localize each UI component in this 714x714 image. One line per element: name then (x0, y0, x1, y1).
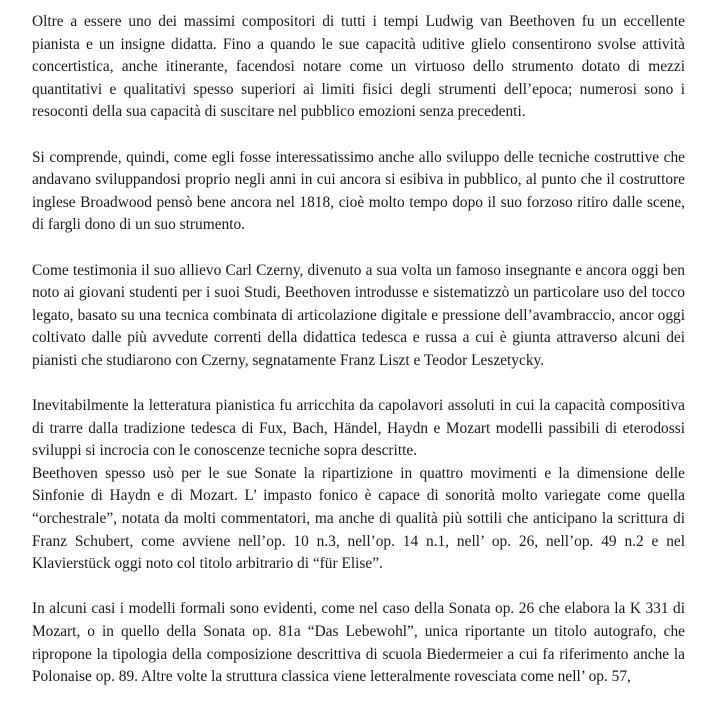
paragraph-broadwood: Si comprende, quindi, come egli fosse interessatissimo anche allo sviluppo delle tecniche costruttive che andavano sviluppandosi proprio negli anni in cui ancora si esibiva in pubblico, al punto che il costruttore inglese Broadwood pensò bene ancora nel 1818, cioè molto tempo dopo il suo forzoso ritiro dalle scene, di fargli dono di un suo strumento. (32, 148, 685, 234)
paragraph-piano-literature: Inevitabilmente la letteratura pianistica fu arricchita da capolavori assoluti in cui la capacità compositiva di trarre dalla tradizione tedesca di Fux, Bach, Händel, Haydn e Mozart modelli passibili di eterodossi sviluppi si incrocia con le conoscenze tecniche sopra descritte. (32, 397, 685, 460)
paragraph-formal-models: In alcuni casi i modelli formali sono evidenti, come nel caso della Sonata op. 26 che elabora la K 331 di Mozart, o in quello della Sonata op. 81a “Das Lebewohl”, unica riportante un titolo autografo, che ripropone la tipologia della composizione descrittiva di scuola Biedermeier a cui fa riferimento anche la Polonaise op. 89. Altre volte la struttura classica viene letteralmente rovesciata come nell’ op. 57, (32, 600, 685, 686)
document-body (32, 11, 685, 711)
paragraph-sonata-structure: Beethoven spesso usò per le sue Sonate la ripartizione in quattro movimenti e la dimensione delle Sinfonie di Haydn e di Mozart. L’ impasto fonico è capace di sonorità molto variegate come quella “orchestrale”, notata da molti commentatori, ma anche di qualità più sottili che anticipano la scrittura di Franz Schubert, come avviene nell’op. 10 n.3, nell’op. 14 n.1, nell’ op. 26, nell’op. 49 n.2 e nel Klavierstück oggi noto col titolo arbitrario di “für Elise”. (32, 464, 685, 573)
paragraph-czerny: Come testimonia il suo allievo Carl Czerny, divenuto a sua volta un famoso insegnante e ancora oggi ben noto ai giovani studenti per i suoi Studi, Beethoven introdusse e sistematizzò un particolare uso del tocco legato, basato su una tecnica combinata di articolazione digitale e pressione dell’avambraccio, ancor oggi coltivato dalle più avvedute correnti della didattica tedesca e russa a cui è giunta attraverso alcuni dei pianisti che studiarono con Czerny, segnatamente Franz Liszt e Teodor Leszetycky. (32, 261, 685, 369)
paragraph-beethoven-pianist: Oltre a essere uno dei massimi compositori di tutti i tempi Ludwig van Beethoven fu un eccellente pianista e un insigne didatta. Fino a quando le sue capacità uditive glielo consentirono svolse attività concertistica, anche itinerante, facendosi notare come un virtuoso dello strumento dotato di mezzi quantitativi e qualitativi spesso superiori ai limiti fisici degli strumenti dell’epoca; numerosi sono i resoconti della sua capacità di suscitare nel pubblico emozioni senza precedenti. (32, 13, 685, 121)
